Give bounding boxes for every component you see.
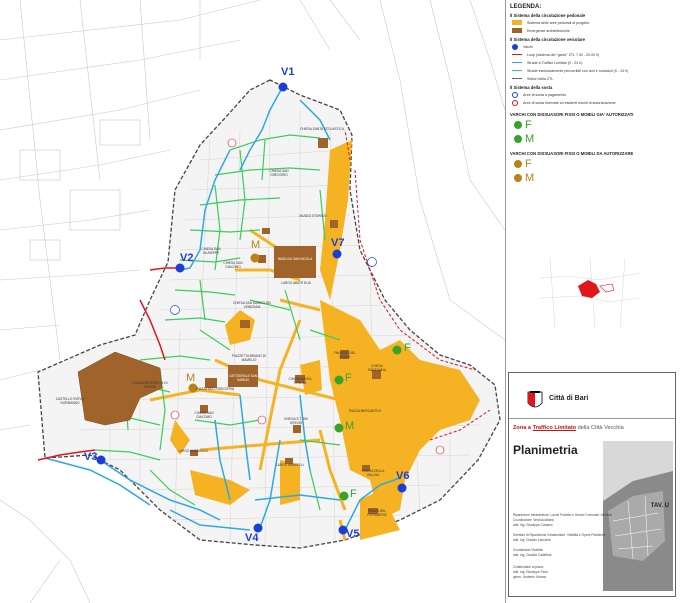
credit-line: Coordinatore: Verdi Ausiliario <box>513 518 555 522</box>
legend-item: F <box>514 119 680 131</box>
credit-line: dott. ing. Giuseppe Carasso <box>513 523 553 527</box>
legend-item: Settori della ZTL <box>512 75 680 82</box>
poi-label: MUSEO STORICO <box>299 214 327 218</box>
plan-title: Planimetria <box>513 443 578 457</box>
credit-line: Ripartizione Infrastrutture, Lavori Pubblici e Servizi Comunali: Viabilità <box>513 513 612 517</box>
swatch <box>512 20 522 25</box>
legend-item: Strade esclusivamente percorribili con cicli e motocicli (0 - 24 h) <box>512 67 680 74</box>
credit-line: Coordinatori Viabilità: <box>513 548 544 552</box>
credit-line: Collaboratori al piano: <box>513 565 545 569</box>
gate-v3 <box>97 456 106 465</box>
swatch <box>512 54 522 55</box>
poi-label: CHIESA SAN GREGORIO <box>269 169 289 177</box>
orange-gate-icon <box>514 160 522 168</box>
legend-item: Sistema delle aree pedonali di progetto <box>512 19 680 26</box>
gate-label-v4: V4 <box>245 532 259 544</box>
poi-label: CHIESA SAN GIUSEPPE <box>201 247 221 255</box>
credit-line: dott. ing. Claudio Laricchia <box>513 538 551 542</box>
legend-item: F <box>514 158 680 170</box>
varchi-fixed-heading: VARCHI CON DISSUASORI FISSI O MOBILI GIA' AUTORIZZATI <box>510 112 634 117</box>
swatch <box>512 78 522 79</box>
legend-title: LEGENDA: <box>510 4 542 10</box>
poi-label: CHIESA SAN GIACOMO <box>223 261 243 269</box>
poi-label: CASTELLO SVEVO NORMANNO <box>55 397 85 405</box>
gate-label-m1: M <box>345 420 355 432</box>
gate-label-v6: V6 <box>396 470 410 482</box>
gate-label-v1: V1 <box>281 66 295 78</box>
poi-label: PALAZZO DEL SEDILE <box>334 351 356 359</box>
locator-highlight <box>578 280 600 298</box>
legend-item: M <box>514 133 680 145</box>
legend-item: Strade a Traffico Limitato (0 - 24 h) <box>512 59 680 66</box>
swatch <box>512 28 522 33</box>
orange-gate-icon <box>514 174 522 182</box>
city-name: Città di Bari <box>549 395 589 402</box>
gate-v1 <box>279 83 288 92</box>
poi-label: CHIESA SAN MARCO DEI VENEZIANI <box>232 301 272 309</box>
poi-label: CHIESA SAN GIACOMO <box>194 411 214 419</box>
legend-item: Aree di sosta riservate ai residenti muniti di autorizzazione <box>512 99 680 106</box>
gate-label-v5: V5 <box>346 528 360 540</box>
gate-label-v7: V7 <box>331 237 345 249</box>
pedestrian-heading: Il Sistema della circolazione pedonale <box>510 13 586 18</box>
poi-label: CATTEDRALE SAN SABINO <box>228 374 258 382</box>
gate-label-v2: V2 <box>180 252 194 264</box>
gate-label-f3: F <box>350 488 357 500</box>
legend-item: Emergenze architettoniche <box>512 27 680 34</box>
swatch <box>512 70 522 71</box>
credit-line: dott. ing. Giuseppe Fiore <box>513 570 548 574</box>
green-gate-icon <box>514 121 522 129</box>
parking-icon <box>512 92 518 98</box>
credit-line: Direttore di Ripartizione Infrastrutture, Viabilità e Opere Pubbliche <box>513 533 606 537</box>
gate-label-m-orange2: M <box>186 372 196 384</box>
parking-heading: Il Sistema della sosta <box>510 85 553 90</box>
legend-item: Loop (sistema dei "gancì" ZTL 7.00 - 20.00 h) <box>512 51 680 58</box>
resident-parking-icon <box>512 100 518 106</box>
legend-item: Aree di sosta a pagamento <box>512 91 680 98</box>
poi-label: CHIESA DELLA VALLISA <box>361 469 385 477</box>
legend-item: Varchi <box>512 43 680 50</box>
swatch <box>512 62 522 63</box>
poi-label: CHIESA SANT'ANNA <box>368 364 386 372</box>
gate-v2 <box>176 264 185 273</box>
poi-label: PIAZZETTA BRIANO DI MAMELIO <box>232 354 266 362</box>
gate-label-m-orange1: M <box>251 239 261 251</box>
coat-of-arms-icon <box>527 391 543 411</box>
vehicle-heading: Il Sistema della circolazione veicolare <box>510 37 585 42</box>
ztl-boundary <box>38 80 500 548</box>
poi-label: PIAZZA DEL FERRARESE <box>367 509 387 517</box>
poi-label: LARGO ABATE ELIA <box>281 281 311 285</box>
poi-label: PIAZZA MERCANTILE <box>348 409 382 413</box>
table-number: TAV. U <box>650 503 669 509</box>
gate-label-v3: V3 <box>84 451 98 463</box>
poi-label: PIAZZA FEDERICO II DI SVEVIA <box>132 381 168 389</box>
poi-label: BASILICA SAN NICOLA <box>277 257 313 261</box>
poi-label: PIAZZA DELL'ODEGITRIA <box>196 387 234 391</box>
varchi-new-heading: VARCHI CON DISSUASORI FISSI O MOBILI DA AUTORIZZARE <box>510 151 634 156</box>
gate-v6 <box>398 484 407 493</box>
gate-label-f2: F <box>345 372 352 384</box>
basilica-san-nicola <box>274 246 316 278</box>
legend-item: M <box>514 172 680 184</box>
gate-v7 <box>333 250 342 259</box>
gate-label-f1: F <box>404 342 411 354</box>
poi-label: CHIESA S.T. DEI GRECHI <box>283 417 309 425</box>
poi-label: CHIESA SANTA TERESA <box>288 377 312 385</box>
credit-line: dott. ing. Claudia Carlettina <box>513 553 552 557</box>
locator-map <box>540 258 640 328</box>
varchi-icon <box>512 44 518 50</box>
poi-label: LARGO AMENDOLA <box>178 449 208 453</box>
green-gate-icon <box>514 135 522 143</box>
port-blocks <box>20 120 140 260</box>
title-box <box>508 372 676 597</box>
credit-line: geom. Umberto Urbano <box>513 575 547 579</box>
poi-label: CHIESA SANTA SCOLASTICA <box>300 127 344 131</box>
poi-label: LARGO MARRELLI <box>276 463 304 467</box>
zone-title: Zona a Traffico Limitato della Città Vecchia <box>513 425 624 431</box>
